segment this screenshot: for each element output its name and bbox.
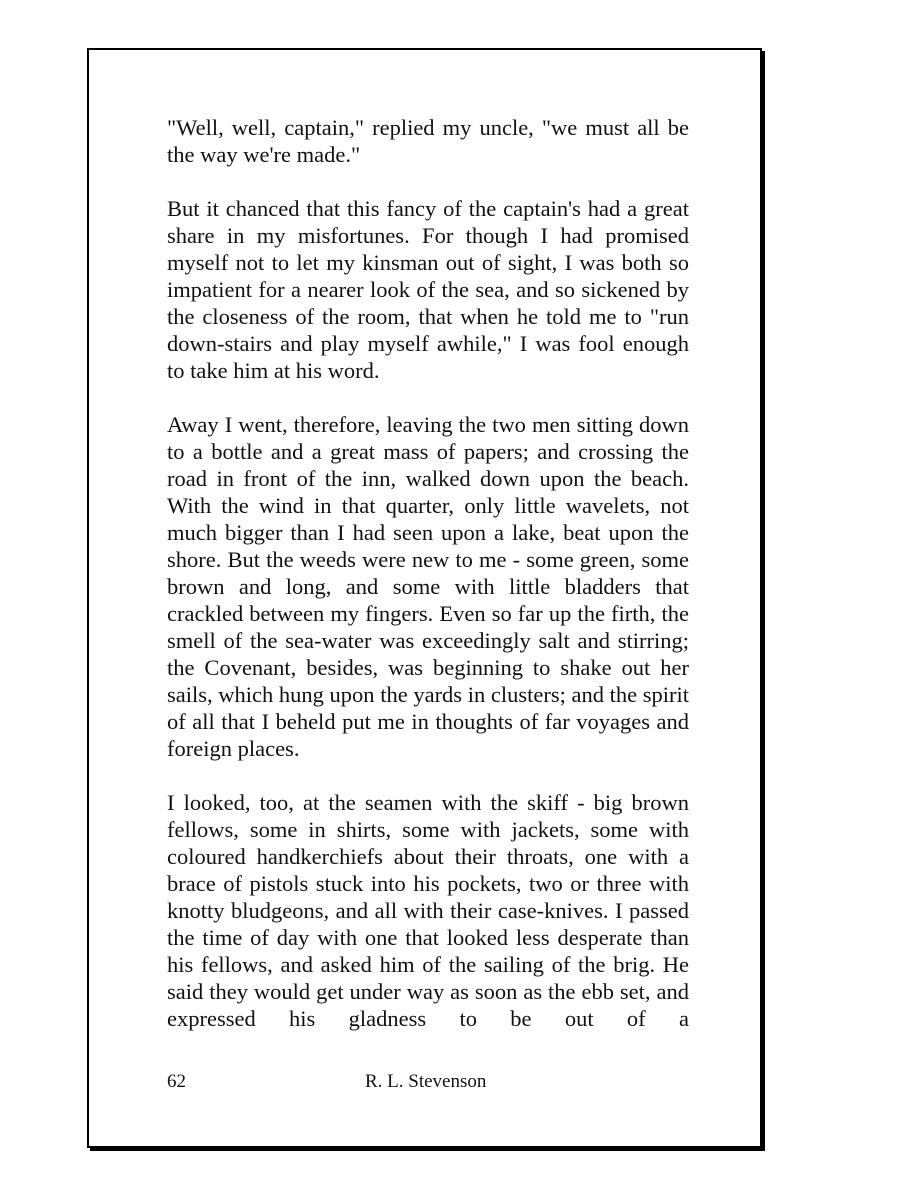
page-body-text [167,114,689,1032]
paragraph: I looked, too, at the seamen with the skiff - big brown fellows, some in shirts, some with jackets, some with coloured handkerchiefs about their throats, one with a brace of pistols stuck into his pockets, two or three with knotty bludgeons, and all with their case-knives. I passed the time of day with one that looked less desperate than his fellows, and asked him of the sailing of the brig. He said they would get under way as soon as the ebb set, and expressed his gladness to be out of a [167,790,689,1031]
book-page [87,48,762,1148]
page-number: 62 [167,1071,186,1092]
paragraph: Away I went, therefore, leaving the two men sitting down to a bottle and a great mass of papers; and crossing the road in front of the inn, walked down upon the beach. With the wind in that quarter, only little wavelets, not much bigger than I had seen upon a lake, beat upon the shore. But the weeds were new to me - some green, some brown and long, and some with little bladders that crackled between my fingers. Even so far up the firth, the smell of the sea-water was exceedingly salt and stirring; the Covenant, besides, was beginning to shake out her sails, which hung upon the yards in clusters; and the spirit of all that I beheld put me in thoughts of far voyages and foreign places. [167,412,689,761]
paragraph: But it chanced that this fancy of the captain's had a great share in my misfortunes. For though I had promised myself not to let my kinsman out of sight, I was both so impatient for a nearer look of the sea, and so sickened by the closeness of the room, that when he told me to "run down-stairs and play myself awhile," I was fool enough to take him at his word. [167,196,689,383]
running-footer-author: R. L. Stevenson [365,1071,487,1092]
page-footer [167,1070,689,1096]
paragraph: "Well, well, captain," replied my uncle, "we must all be the way we're made." [167,115,689,167]
